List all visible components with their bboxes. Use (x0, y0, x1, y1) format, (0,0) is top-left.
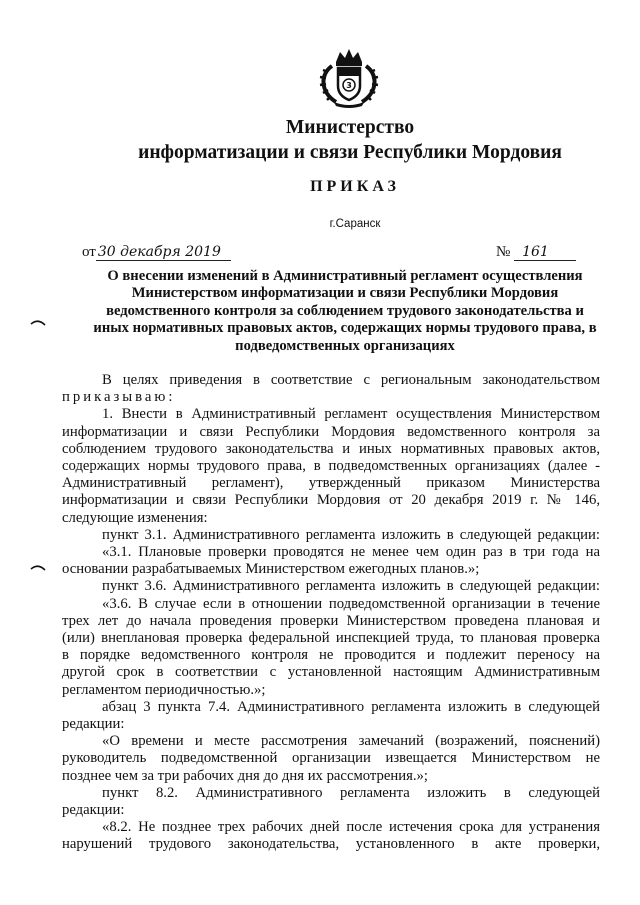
body-line: содержащих нормы трудового права, в подведомственных организациях (далее - (62, 458, 600, 475)
body-line: соблюдением трудового законодательства и иных нормативных правовых актов, (62, 440, 600, 457)
title-line: О внесении изменений в Административный регламент осуществления (107, 268, 583, 284)
org-name-line1: Министерство (285, 117, 415, 138)
body-line: нарушений трудового законодательства, установленного в акте проверки, (62, 836, 600, 853)
body-line: 1. Внести в Административный регламент осуществления Министерством (102, 406, 600, 423)
body-line: другой срок в соответствии с установленной настоящим Административным (62, 664, 600, 681)
org-name-line2: информатизации и связи Республики Мордовия (138, 142, 562, 163)
body-line: пункт 8.2. Административного регламента изложить в следующей (102, 784, 600, 801)
title-line: ведомственного контроля за соблюдением трудового законодательства и (106, 302, 584, 319)
body-line: в порядке ведомственного контроля не проводится и подлежит переносу на (62, 647, 600, 664)
order-date (82, 244, 231, 261)
body-line: информатизации и связи Республики Мордовия ведомственного контроля за (62, 423, 600, 440)
body-line: абзац 3 пункта 7.4. Административного регламента изложить в следующей (102, 698, 600, 715)
body-line: регламентом периодичностью.»; (62, 681, 266, 698)
coat-of-arms-icon (314, 46, 384, 108)
number-prefix: № (496, 244, 511, 260)
margin-mark (30, 563, 46, 571)
city: г.Саранск (329, 218, 381, 230)
document-body (62, 372, 600, 854)
body-line: редакции: (62, 716, 125, 733)
date-prefix: от (82, 244, 96, 260)
body-line: «3.6. В случае если в отношении подведомственной организации в течение (102, 595, 600, 612)
body-line: трех лет до начала проведения проверки Министерством проведена плановая и (62, 612, 600, 629)
body-line: приказываю: (62, 389, 176, 406)
body-line: «О времени и месте рассмотрения замечаний (возражений, пояснений) (102, 733, 600, 750)
body-line: пункт 3.6. Административного регламента изложить в следующей редакции: (102, 578, 600, 595)
body-line: Административный регламент), утвержденный приказом Министерства (62, 475, 600, 492)
body-line: (или) внеплановая проверка федеральной инспекцией труда, то плановая проверка (62, 630, 600, 647)
body-line: редакции: (62, 802, 125, 819)
body-line: следующие изменения: (62, 509, 208, 526)
emblem-label: 3 (346, 81, 352, 90)
body-line: руководитель подведомственной организации извещается Министерством не (62, 750, 600, 767)
body-line: пункт 3.1. Административного регламента изложить в следующей редакции: (102, 526, 600, 543)
body-line: «3.1. Плановые проверки проводятся не менее чем один раз в три года на (102, 544, 600, 561)
document-type: ПРИКАЗ (310, 178, 400, 195)
title-line: иных нормативных правовых актов, содержащих нормы трудового права, в (93, 320, 597, 337)
title-line: подведомственных организациях (235, 337, 455, 354)
title-line: Министерством информатизации и связи Республики Мордовия (131, 285, 559, 302)
body-line: информатизации и связи Республики Мордовия от 20 декабря 2019 г. № 146, (62, 492, 600, 509)
body-line: «8.2. Не позднее трех рабочих дней после истечения срока для устранения (102, 819, 600, 836)
handwritten-number: 161 (514, 244, 576, 261)
margin-mark (30, 318, 46, 326)
order-number (496, 244, 576, 261)
handwritten-date: 30 декабря 2019 (96, 244, 231, 261)
document-title (70, 268, 620, 355)
body-line: основании разрабатываемых Министерством ежегодных планов.»; (62, 561, 480, 578)
body-line: позднее чем за три рабочих дня до дня их рассмотрения.»; (62, 767, 428, 784)
body-line: В целях приведения в соответствие с региональным законодательством (102, 372, 600, 388)
